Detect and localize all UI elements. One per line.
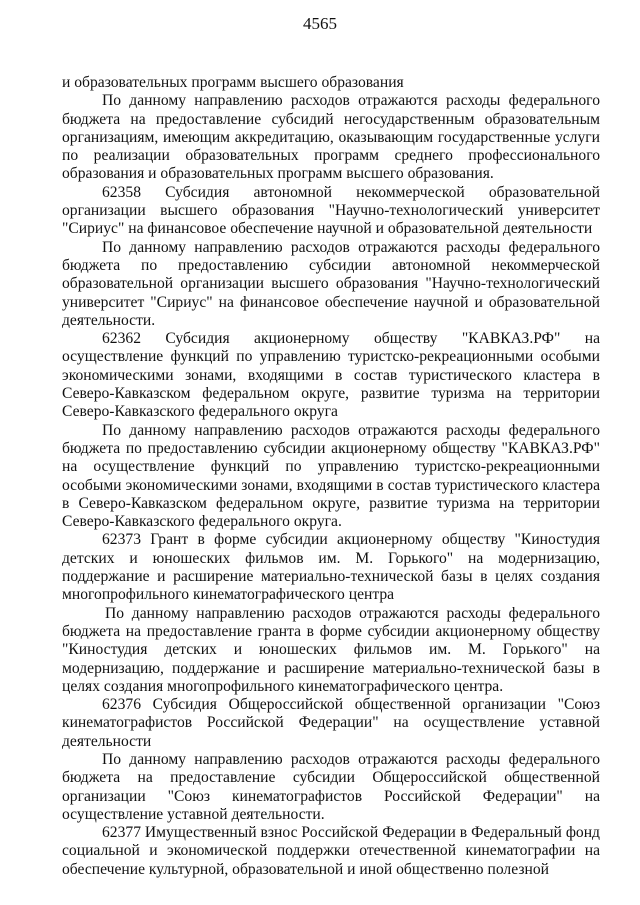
page-number: 4565 xyxy=(303,14,337,33)
paragraph-description: По данному направлению расходов отражаются расходы федерального бюджета на предоставление гранта в форме субсидии акционерному обществу "Киностудия детских и юношеских фильмов им. М. Горького" на модернизацию, поддержание и расширение материально-технической базы в целях создания многопрофильного кинематографического центра. xyxy=(62,604,600,695)
paragraph-heading-62376: 62376 Субсидия Общероссийской общественной организации "Союз кинематографистов Российской Федерации" на осуществление уставной деятельности xyxy=(62,696,600,750)
paragraph-heading-62362: 62362 Субсидия акционерному обществу "КАВКАЗ.РФ" на осуществление функций по управлению туристско-рекреационными особыми экономическими зонами, входящими в состав туристического кластера в Северо-Кавказском федеральном округе, развитие туризма на территории Северо-Кавказского федерального округа xyxy=(62,330,600,421)
paragraph-heading-62377: 62377 Имущественный взнос Российской Федерации в Федеральный фонд социальной и экономической поддержки отечественной кинематографии на обеспечение культурной, образовательной и иной общественно полезной xyxy=(62,824,600,878)
paragraph-heading-62358: 62358 Субсидия автономной некоммерческой образовательной организации высшего образования "Научно-технологический университет "Сириус" на финансовое обеспечение научной и образовательной деятельности xyxy=(62,183,600,238)
paragraph-description: По данному направлению расходов отражаются расходы федерального бюджета по предоставлению субсидии автономной некоммерческой образовательной организации высшего образования "Научно-технологический университет "Сириус" на финансовое обеспечение научной и образовательной деятельности. xyxy=(62,238,600,329)
paragraph-description: По данному направлению расходов отражаются расходы федерального бюджета на предоставление субсидий негосударственным образовательным организациям, имеющим аккредитацию, оказывающим государственные услуги по реализации образовательных программ среднего профессионального образования и образовательных программ высшего образования. xyxy=(62,92,600,183)
body-text xyxy=(62,74,600,879)
paragraph-description: По данному направлению расходов отражаются расходы федерального бюджета на предоставление субсидии Общероссийской общественной организации "Союз кинематографистов Российской Федерации" на осуществление уставной деятельности. xyxy=(62,750,600,823)
paragraph-heading-62373: 62373 Грант в форме субсидии акционерному обществу "Киностудия детских и юношеских фильмов им. М. Горького" на модернизацию, поддержание и расширение материально-технической базы в целях создания многопрофильного кинематографического центра xyxy=(62,531,600,604)
paragraph-continuation: и образовательных программ высшего образования xyxy=(62,74,404,91)
paragraph-description: По данному направлению расходов отражаются расходы федерального бюджета по предоставлению субсидии акционерному обществу "КАВКАЗ.РФ" на осуществление функций по управлению туристско-рекреационными особыми экономическими зонами, входящими в состав туристического кластера в Северо-Кавказском федеральном округе, развитие туризма на территории Северо-Кавказского федерального округа. xyxy=(62,421,600,531)
